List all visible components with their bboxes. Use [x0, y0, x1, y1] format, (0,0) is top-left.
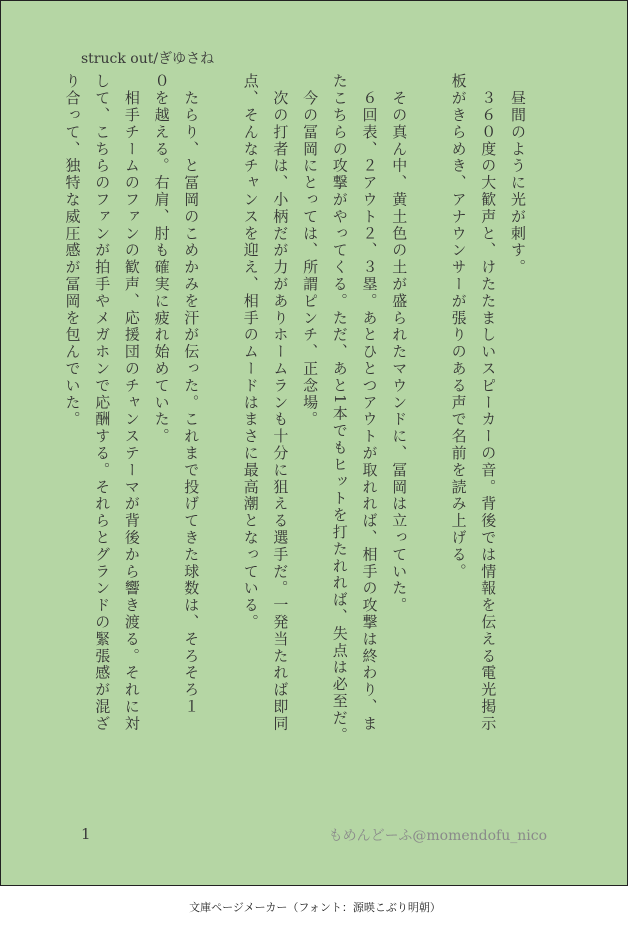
page-number: 1: [81, 825, 91, 843]
text-column: り合って、独特な威圧感が冨岡を包んでいた。: [63, 73, 82, 428]
text-column: して、こちらのファンが拍手やメガホンで応酬する。それらとグランドの緊張感が混ざ: [93, 73, 112, 733]
footer-caption: 文庫ページメーカー（フォント：源暎こぶり明朝）: [189, 901, 441, 914]
text-column: 今の冨岡にとっては、所謂ピンチ、正念場。: [301, 73, 320, 428]
text-column: たらり、と冨岡のこめかみを汗が伝った。これまで投げてきた球数は、そろそろ１: [182, 73, 201, 716]
text-column: 相手チームのファンの歓声、応援団のチャンステーマが背後から響き渡る。それに対: [122, 73, 141, 733]
author-credit: もめんどーふ@momendofu_nico: [328, 828, 547, 844]
text-column: ６回表、２アウト２、３塁。あとひとつアウトが取れれば、相手の攻撃は終わり、ま: [360, 73, 379, 733]
text-column: 昼間のように光が刺す。: [509, 73, 527, 276]
text-column: 板がきらめき、アナウンサーが張りのある声で名前を読み上げる。: [449, 73, 468, 580]
text-column: その真ん中、黄土色の土が盛られたマウンドに、冨岡は立っていた。: [390, 73, 409, 614]
text-column: ０を越える。右肩、肘も確実に疲れ始めていた。: [152, 73, 171, 445]
novel-body: [63, 73, 529, 793]
text-column: 点、そんなチャンスを迎え、相手のムードはまさに最高潮となっている。: [241, 73, 260, 631]
text-column: たこちらの攻撃がやってくる。ただ、あと1本でもヒットを打たれれば、失点は必至だ。: [330, 73, 349, 744]
page-header: struck out/ぎゆさね: [81, 51, 215, 67]
text-column: 次の打者は、小柄だが力がありホームランも十分に狙える選手だ。一発当たれば即同: [271, 73, 290, 733]
text-column: ３６０度の大歓声と、けたたましいスピーカーの音。背後では情報を伝える電光掲示: [479, 73, 498, 733]
